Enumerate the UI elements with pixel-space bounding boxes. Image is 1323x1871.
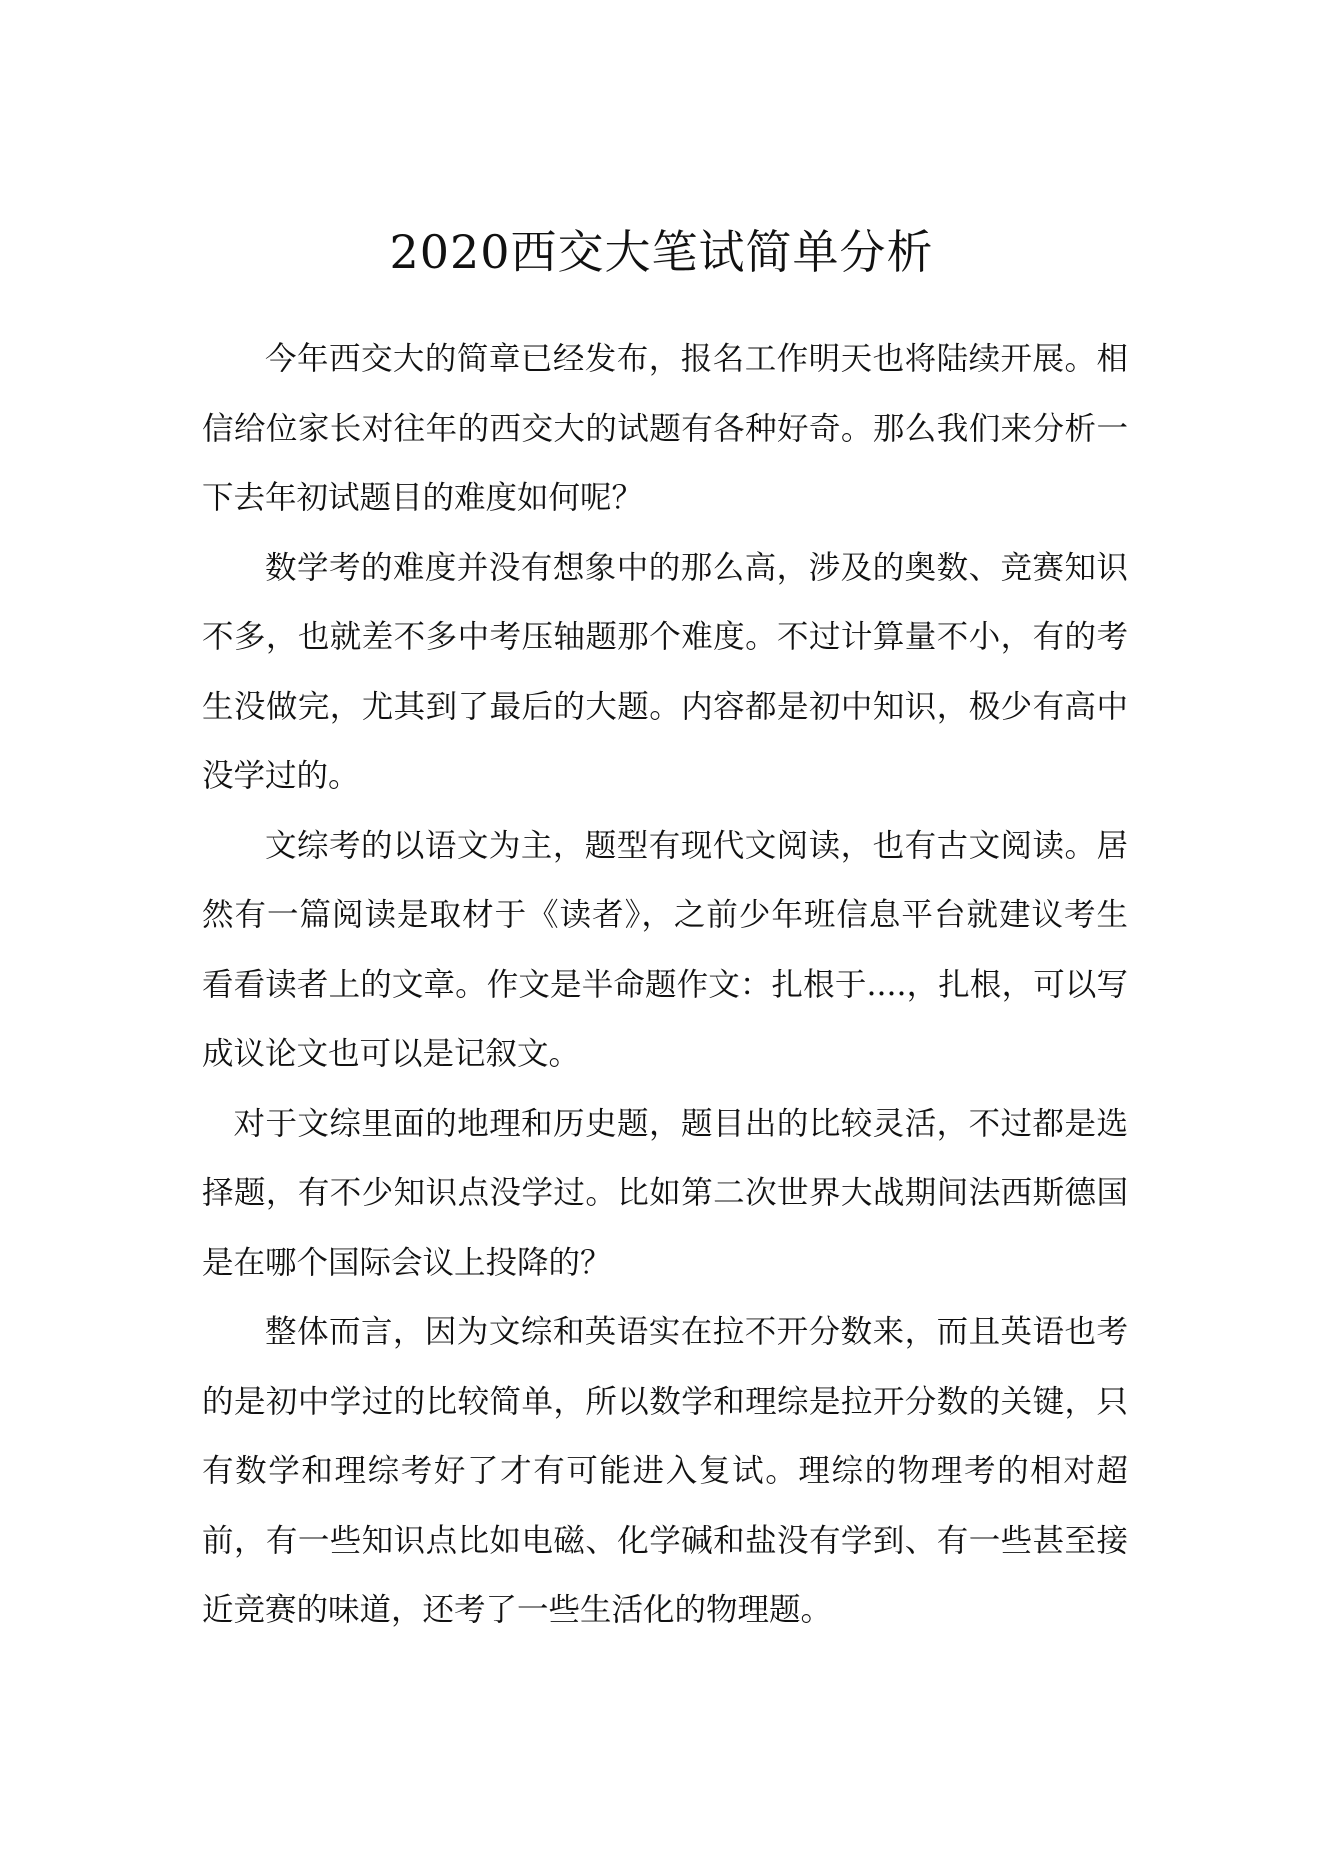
paragraph-summary: 整体而言，因为文综和英语实在拉不开分数来，而且英语也考的是初中学过的比较简单，所以数学和理综是拉开分数的关键，只有数学和理综考好了才有可能进入复试。理综的物理考的相对超前，有一些知识点比如电磁、化学碱和盐没有学到、有一些甚至接近竞赛的味道，还考了一些生活化的物理题。 [202,1314,1128,1628]
document-title: 2020西交大笔试简单分析 [389,225,934,279]
paragraph-liberal-arts: 文综考的以语文为主，题型有现代文阅读，也有古文阅读。居然有一篇阅读是取材于《读者》，之前少年班信息平台就建议考生看看读者上的文章。作文是半命题作文：扎根于....，扎根，可以写成议论文也可以是记叙文。 [202,827,1128,1072]
paragraph-math: 数学考的难度并没有想象中的那么高，涉及的奥数、竞赛知识不多，也就差不多中考压轴题那个难度。不过计算量不小，有的考生没做完，尤其到了最后的大题。内容都是初中知识，极少有高中没学过的。 [202,549,1128,794]
paragraph-geography-history: 对于文综里面的地理和历史题，题目出的比较灵活，不过都是选择题，有不少知识点没学过。比如第二次世界大战期间法西斯德国是在哪个国际会议上投降的？ [202,1105,1128,1281]
document-body [202,325,1128,1646]
paragraph-intro: 今年西交大的简章已经发布，报名工作明天也将陆续开展。相信给位家长对往年的西交大的试题有各种好奇。那么我们来分析一下去年初试题目的难度如何呢？ [202,341,1128,516]
